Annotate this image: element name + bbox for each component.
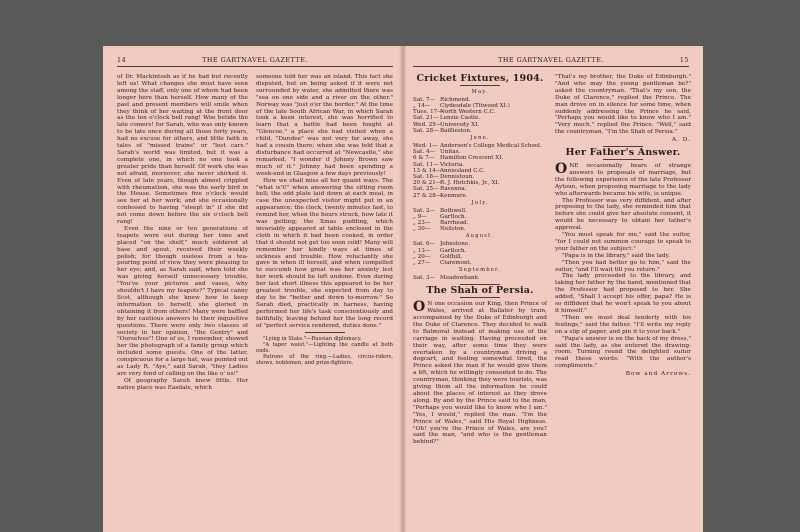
fixture-opponent: Barrhead. bbox=[440, 220, 469, 227]
fixture-date: 20 & 21— bbox=[413, 180, 442, 187]
fixture-opponent: Bothwell. bbox=[440, 207, 467, 214]
divider bbox=[305, 332, 345, 333]
fixture-opponent: Anderson's College Medical School. bbox=[440, 142, 542, 149]
divider bbox=[460, 297, 500, 298]
fixture-opponent: Richmond. bbox=[440, 96, 471, 103]
fixture-opponent: Lenzie Castle. bbox=[440, 115, 481, 122]
quip: "A taper waist."—Lighting the candle at both ends. bbox=[256, 341, 393, 354]
left-column-1 bbox=[117, 74, 248, 526]
fixture-date: Sat. 4— bbox=[413, 149, 436, 156]
signature: Bow and Arrows. bbox=[625, 371, 691, 378]
fixture-date: Sat. 7— bbox=[413, 96, 436, 103]
fixture-row bbox=[413, 193, 547, 199]
fixture-date: „ 13— bbox=[413, 247, 431, 254]
fixture-date: 6 & 7— bbox=[413, 155, 435, 162]
fixture-date: „ 14— bbox=[413, 103, 431, 110]
answer-heading: Her Father's Answer. bbox=[565, 147, 681, 159]
fixture-month: July. bbox=[471, 199, 489, 206]
fixture-opponent: Ravenna. bbox=[440, 186, 467, 193]
fixture-opponent: University XI. bbox=[440, 121, 480, 128]
shah-story bbox=[413, 301, 547, 446]
paragraph: "That's my brother, the Duke of Edinburgh." "And who may the young gentleman be?" asked the countryman. "That's my son, the Duke of Clarence," replied the Prince. The man drove on in silence for some time, when suddenly addressing the Prince he said, "Perhaps you would like to know who I am." "Very much," replied the Prince. "Well," said the countryman, "I'm the Shah of Persia." bbox=[555, 74, 691, 136]
drop-cap: O bbox=[555, 160, 568, 177]
fixture-opponent: Anniesland C.C. bbox=[440, 167, 486, 174]
paragraph: someone told her was an island. This fact she disputed, but on being asked if it were not surrounded by water, she admitted there was "sea on one side and a river on the other." Norway was "just o'er the border." At the time of the late South African War, in which Sarah took a keen interest, she was horrified to learn that a battle had been fought at "Glencoe," a place she had visited when a child. "Dundee" was not very far away, she had a cousin there; when she was told that a disturbance had occurred at "Newcastle," she remarked, "I wonder if Johnny Brown saw much of it." Johnny had been spending a week-end in Glasgow a few days previously! bbox=[256, 74, 393, 177]
divider bbox=[460, 85, 500, 86]
right-column-1 bbox=[413, 74, 547, 526]
fixture-opponent: Claremont. bbox=[440, 260, 472, 266]
quip: Patrons of the ring.—Ladies, circus-riders, shows, noblemen, and prize-fighters. bbox=[256, 354, 393, 367]
drop-cap: O bbox=[413, 299, 426, 316]
fixture-row bbox=[413, 226, 547, 232]
fixture-opponent: Gartloch. bbox=[440, 213, 467, 220]
paragraph bbox=[555, 160, 691, 198]
fixture-date: Sat. 11— bbox=[413, 161, 439, 168]
fixture-date: Sat. 28— bbox=[413, 127, 439, 134]
left-running-title: THE GARTNAVEL GAZETTE. bbox=[202, 56, 308, 64]
fixture-date: 27 & 28— bbox=[413, 192, 442, 199]
fixture-date: Wed. 1— bbox=[413, 142, 438, 149]
paragraph: The Professor was very diffident, and after proposing to the lady, she reminded him that before she could give her absolute consent, it would be necessary to obtain her father's approval. bbox=[555, 197, 691, 232]
fixture-date: „ 9— bbox=[413, 213, 427, 220]
fixture-date: Sat. 2— bbox=[413, 207, 436, 214]
fixture-date: 13 & 14— bbox=[413, 167, 442, 174]
fixture-date: Tues. 17— bbox=[413, 109, 443, 116]
fixture-opponent: Clydesdale (Titwood XI.) bbox=[440, 103, 510, 110]
fixture-date: „ 30— bbox=[413, 226, 431, 233]
paragraph: Even the nine or ten generations of teapots worn out during her time and placed "on the shelf," much soldered at base and spout, received their weekly polish; for though useless from a tea-pouring point of view they were pleasing to her eye; and, as Sarah said, when told she was giving herself unnecessary trouble, "You've your pictures and vases, why shouldn't I have my teapots?" Typical canny Scot, although she knew how to keep information to herself, she gloried in obtaining it from others! Many were baffled by her cautious answers to their inquisitive questions. There were only two classes of society in her opinion, "the Gentry" and "Ourselves"! One of us, I remember, showed her the photograph of a family group which included some guests. One of the latter, conspicuous for a large hat, was pointed out as Lady R. "Aye," said Sarah, "they Ladies are very fond of calling on the like o' us!" bbox=[117, 225, 248, 377]
fixture-date: Sat. 18— bbox=[413, 173, 439, 180]
fixture-opponent: R. J. Hotchkis, Jr., XI. bbox=[440, 180, 500, 187]
fixture-opponent: North Western C.C. bbox=[440, 109, 496, 116]
fixture-opponent: Dennistoun. bbox=[440, 173, 475, 180]
right-running-title: THE GARTNAVEL GAZETTE. bbox=[498, 56, 604, 64]
paragraph: of Dr. Mackintosh as if he had but recently left us! What changes she must have seen among the staff, only one of whom had been longer here than herself. How many of the past and present members will smile when they think of her waiting at the front door as the ten o'clock bell rang! Woe betide the late comers! for Sarah, who was only known to be late once during all those forty years, had no excuse for others, and little faith in tales of "missed trains" or "lost cars." Sarah's world was limited, but it was a complete one, in which no one took a greater pride than herself. Of work she was not afraid, moreover, she never shirked it. Even of late years, though almost crippled with rheumatism, she was the early bird in the House. Sometimes five o'clock would see her at her work; and she occasionally confessed to having "sleept in" if she did not come down before the six o'clock bell rang! bbox=[117, 74, 248, 226]
fixture-opponent: Golfhill. bbox=[440, 253, 463, 260]
fixture-month: May. bbox=[471, 88, 489, 95]
left-column-2 bbox=[256, 74, 393, 526]
shah-text: N one occasion our King, then Prince of Wales, arrived at Ballater by train, accompanied by the Duke of Edinburgh and the Duke of Clarence. They decided to walk to Balmoral instead of making use of the carriage in waiting. Having proceeded on their way, after some time they were overtaken by a countryman driving a dogcart, and feeling somewhat tired, the Prince asked the man if he would give them a lift, which he willingly consented to do. The countryman, thinking they were tourists, was giving them all the information he could about the places of interest as they drove along. By and by the Prince said to the man, "Perhaps you would like to know who I am." "Yes, I would," replied the man. "I'm the Prince of Wales," said His Royal Highness. "Oh! you're the Prince of Wales, are you? said the man, "and who is the gentleman behind?" bbox=[413, 301, 547, 446]
fixture-opponent: Johnstone. bbox=[440, 241, 470, 248]
quip: "Lying in State."—Russian diplomacy. bbox=[263, 335, 362, 342]
fixture-date: „ 23— bbox=[413, 220, 431, 227]
paragraph: The lady proceeded to the library, and taking her father by the hand, mentioned that the Professor had proposed to her. She added, "Shall I accept his offer, papa? He is so diffident that he won't speak to you about it himself." bbox=[555, 273, 691, 314]
fixtures-heading: Cricket Fixtures, 1904. bbox=[416, 74, 544, 84]
fixture-row bbox=[413, 275, 547, 281]
left-page bbox=[103, 46, 403, 532]
page-gutter bbox=[399, 46, 407, 532]
right-running-head bbox=[413, 56, 689, 67]
left-page-number: 14 bbox=[117, 56, 127, 64]
fixture-opponent: Kenmure. bbox=[440, 192, 468, 199]
fixture-date: Sat. 6— bbox=[413, 241, 436, 248]
left-running-head bbox=[117, 56, 393, 67]
magazine-spread bbox=[103, 46, 703, 532]
paragraph: "Papa's answer is on the back of my dress," said the lady, as she entered the drawing-room. Turning round the delighted suitor read these words: "With the author's compliments." bbox=[555, 335, 691, 370]
fixture-opponent: Victoria. bbox=[440, 161, 465, 168]
fixture-date: „ 27— bbox=[413, 260, 431, 266]
fixture-date: „ 20— bbox=[413, 253, 431, 260]
fixture-opponent: Gartloch. bbox=[440, 247, 467, 254]
fixture-date: Sat. 3— bbox=[413, 275, 436, 282]
paragraph: How we shall miss all her quaint ways. The "what is't!" when answering the sitting room bell; the odd plate laid down at each meal, in case the unexpected visitor might put in an appearance; the clock, twenty minutes fast, to remind her, when the hours struck, how late it was getting; the Xmas pudding, which invariably appeared at table enclosed in the cloth in which it had been cooked, in order that it should not get too soon cold! Many will remember her kindly ways at times of sickness and trouble. How reluctantly she gave in when ill herself, and when compelled to succumb how great was her anxiety lest her work should be left undone. Even during her last short illness this appeared to be her greatest trouble, she expected from day to day to be "better and down to-morrow." So Sarah died, practically in harness, having performed her life's task conscientiously and faithfully, leaving behind her the long record of "perfect service rendered, duties done." bbox=[256, 177, 393, 329]
fixture-opponent: Meadowbank. bbox=[440, 275, 480, 282]
fixture-opponent: Neilston. bbox=[440, 226, 466, 233]
fixture-date: Sat. 25— bbox=[413, 186, 439, 193]
signature: A. D. bbox=[671, 137, 691, 144]
paragraph: "Papa is in the library," said the lady. bbox=[562, 252, 671, 259]
fixture-opponent: Unitas. bbox=[440, 149, 461, 156]
paragraph: Of geography Sarah knew little. Her native place was Easdale, which bbox=[117, 377, 248, 391]
fixture-month: June. bbox=[470, 135, 490, 142]
fixture-month: September. bbox=[459, 267, 501, 274]
right-page bbox=[403, 46, 703, 532]
fixtures-list bbox=[413, 89, 547, 281]
fixture-date: Sat. 21— bbox=[413, 115, 439, 122]
fixture-opponent: Hamilton Crescent XI. bbox=[440, 155, 504, 162]
right-page-number: 15 bbox=[679, 56, 689, 64]
paragraph: "Then we must deal tenderly with his feelings," said the father. "I'll write my reply on a slip of paper, and pin it to your back." bbox=[555, 314, 691, 335]
fixture-date: Wed. 25— bbox=[413, 121, 442, 128]
fixture-month: August. bbox=[465, 233, 495, 240]
shah-heading: The Shah of Persia. bbox=[426, 285, 534, 297]
paragraph: "Then you had better go to him," said the suitor, "and I'll wait till you return." bbox=[555, 259, 691, 273]
fixture-row bbox=[413, 128, 547, 134]
divider bbox=[603, 159, 643, 160]
right-column-2 bbox=[555, 74, 691, 526]
fixture-opponent: Baillieston. bbox=[440, 127, 472, 134]
fixture-row bbox=[413, 260, 547, 266]
answer-text: NE occasionally hears of strange answers to proposals of marriage, but the following experience of the late Professor Aytoun, when proposing marriage to the lady who afterwards became his wife, is unique. bbox=[555, 162, 691, 197]
paragraph: "You must speak for me," said the suitor, "for I could not summon courage to speak to your father on the subject." bbox=[555, 232, 691, 252]
